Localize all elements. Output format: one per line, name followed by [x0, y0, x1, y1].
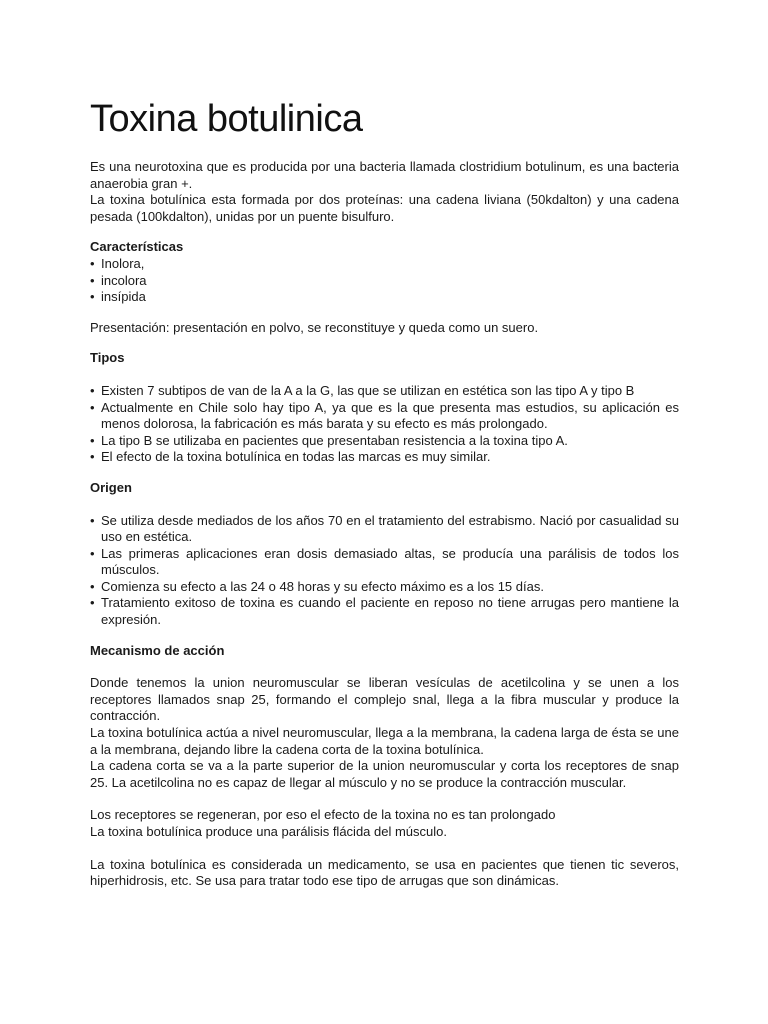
list-item: • insípida [90, 289, 679, 306]
list-item: • Existen 7 subtipos de van de la A a la G, las que se utilizan en estética son las tipo A y tipo B [90, 383, 679, 400]
list-item: • La tipo B se utilizaba en pacientes que presentaban resistencia a la toxina tipo A. [90, 433, 679, 450]
tipos-list [90, 383, 679, 466]
presentacion-paragraph: Presentación: presentación en polvo, se reconstituye y queda como un suero. [90, 319, 539, 335]
list-item: • incolora [90, 273, 679, 290]
list-item: • Tratamiento exitoso de toxina es cuando el paciente en reposo no tiene arrugas pero mantiene la expresión. [90, 595, 679, 628]
tipos-heading: Tipos [90, 350, 125, 366]
mecanismo-heading: Mecanismo de acción [90, 642, 225, 658]
origen-list [90, 513, 679, 629]
caracteristicas-heading: Características [90, 239, 184, 255]
caracteristicas-list [90, 256, 679, 306]
document-content [90, 96, 679, 890]
list-item: • Actualmente en Chile solo hay tipo A, ya que es la que presenta mas estudios, su aplicación es menos dolorosa, la fabricación es más barata y su efecto es más prolongado. [90, 400, 679, 433]
closing-line-2: La toxina botulínica produce una parálisis flácida del músculo. [90, 824, 447, 839]
page-title: Toxina botulinica [90, 98, 363, 140]
mecanismo-paragraph-1: Donde tenemos la union neuromuscular se liberan vesículas de acetilcolina y se unen a los receptores llamados snap 25, formando el complejo snal, llega a la fibra muscular y produce la contracción. [90, 675, 679, 724]
closing-paragraph: La toxina botulínica es considerada un medicamento, se usa en pacientes que tienen tic severos, hiperhidrosis, etc. Se usa para tratar todo ese tipo de arrugas que son dinámicas. [90, 856, 679, 889]
intro-paragraph-1: Es una neurotoxina que es producida por una bacteria llamada clostridium botulinum, es una bacteria anaerobia gran +. [90, 159, 679, 191]
mecanismo-paragraph-3: La cadena corta se va a la parte superior de la union neuromuscular y corta los receptores de snap 25. La acetilcolina no es capaz de llegar al músculo y no se produce la contracción muscular. [90, 758, 679, 790]
list-item: • Comienza su efecto a las 24 o 48 horas y su efecto máximo es a los 15 días. [90, 579, 679, 596]
origen-heading: Origen [90, 479, 132, 495]
list-item: • El efecto de la toxina botulínica en todas las marcas es muy similar. [90, 449, 679, 466]
closing-line-1: Los receptores se regeneran, por eso el efecto de la toxina no es tan prolongado [90, 807, 556, 823]
mecanismo-paragraph-2: La toxina botulínica actúa a nivel neuromuscular, llega a la membrana, la cadena larga de ésta se une a la membrana, dejando libre la cadena corta de la toxina botulínica. [90, 725, 679, 757]
document-body [90, 159, 679, 890]
list-item: • Inolora, [90, 256, 679, 273]
list-item: • Las primeras aplicaciones eran dosis demasiado altas, se producía una parálisis de todos los músculos. [90, 546, 679, 579]
list-item: • Se utiliza desde mediados de los años 70 en el tratamiento del estrabismo. Nació por casualidad su uso en estética. [90, 513, 679, 546]
intro-paragraph-2: La toxina botulínica esta formada por dos proteínas: una cadena liviana (50kdalton) y una cadena pesada (100kdalton), unidas por un puente bisulfuro. [90, 192, 679, 224]
